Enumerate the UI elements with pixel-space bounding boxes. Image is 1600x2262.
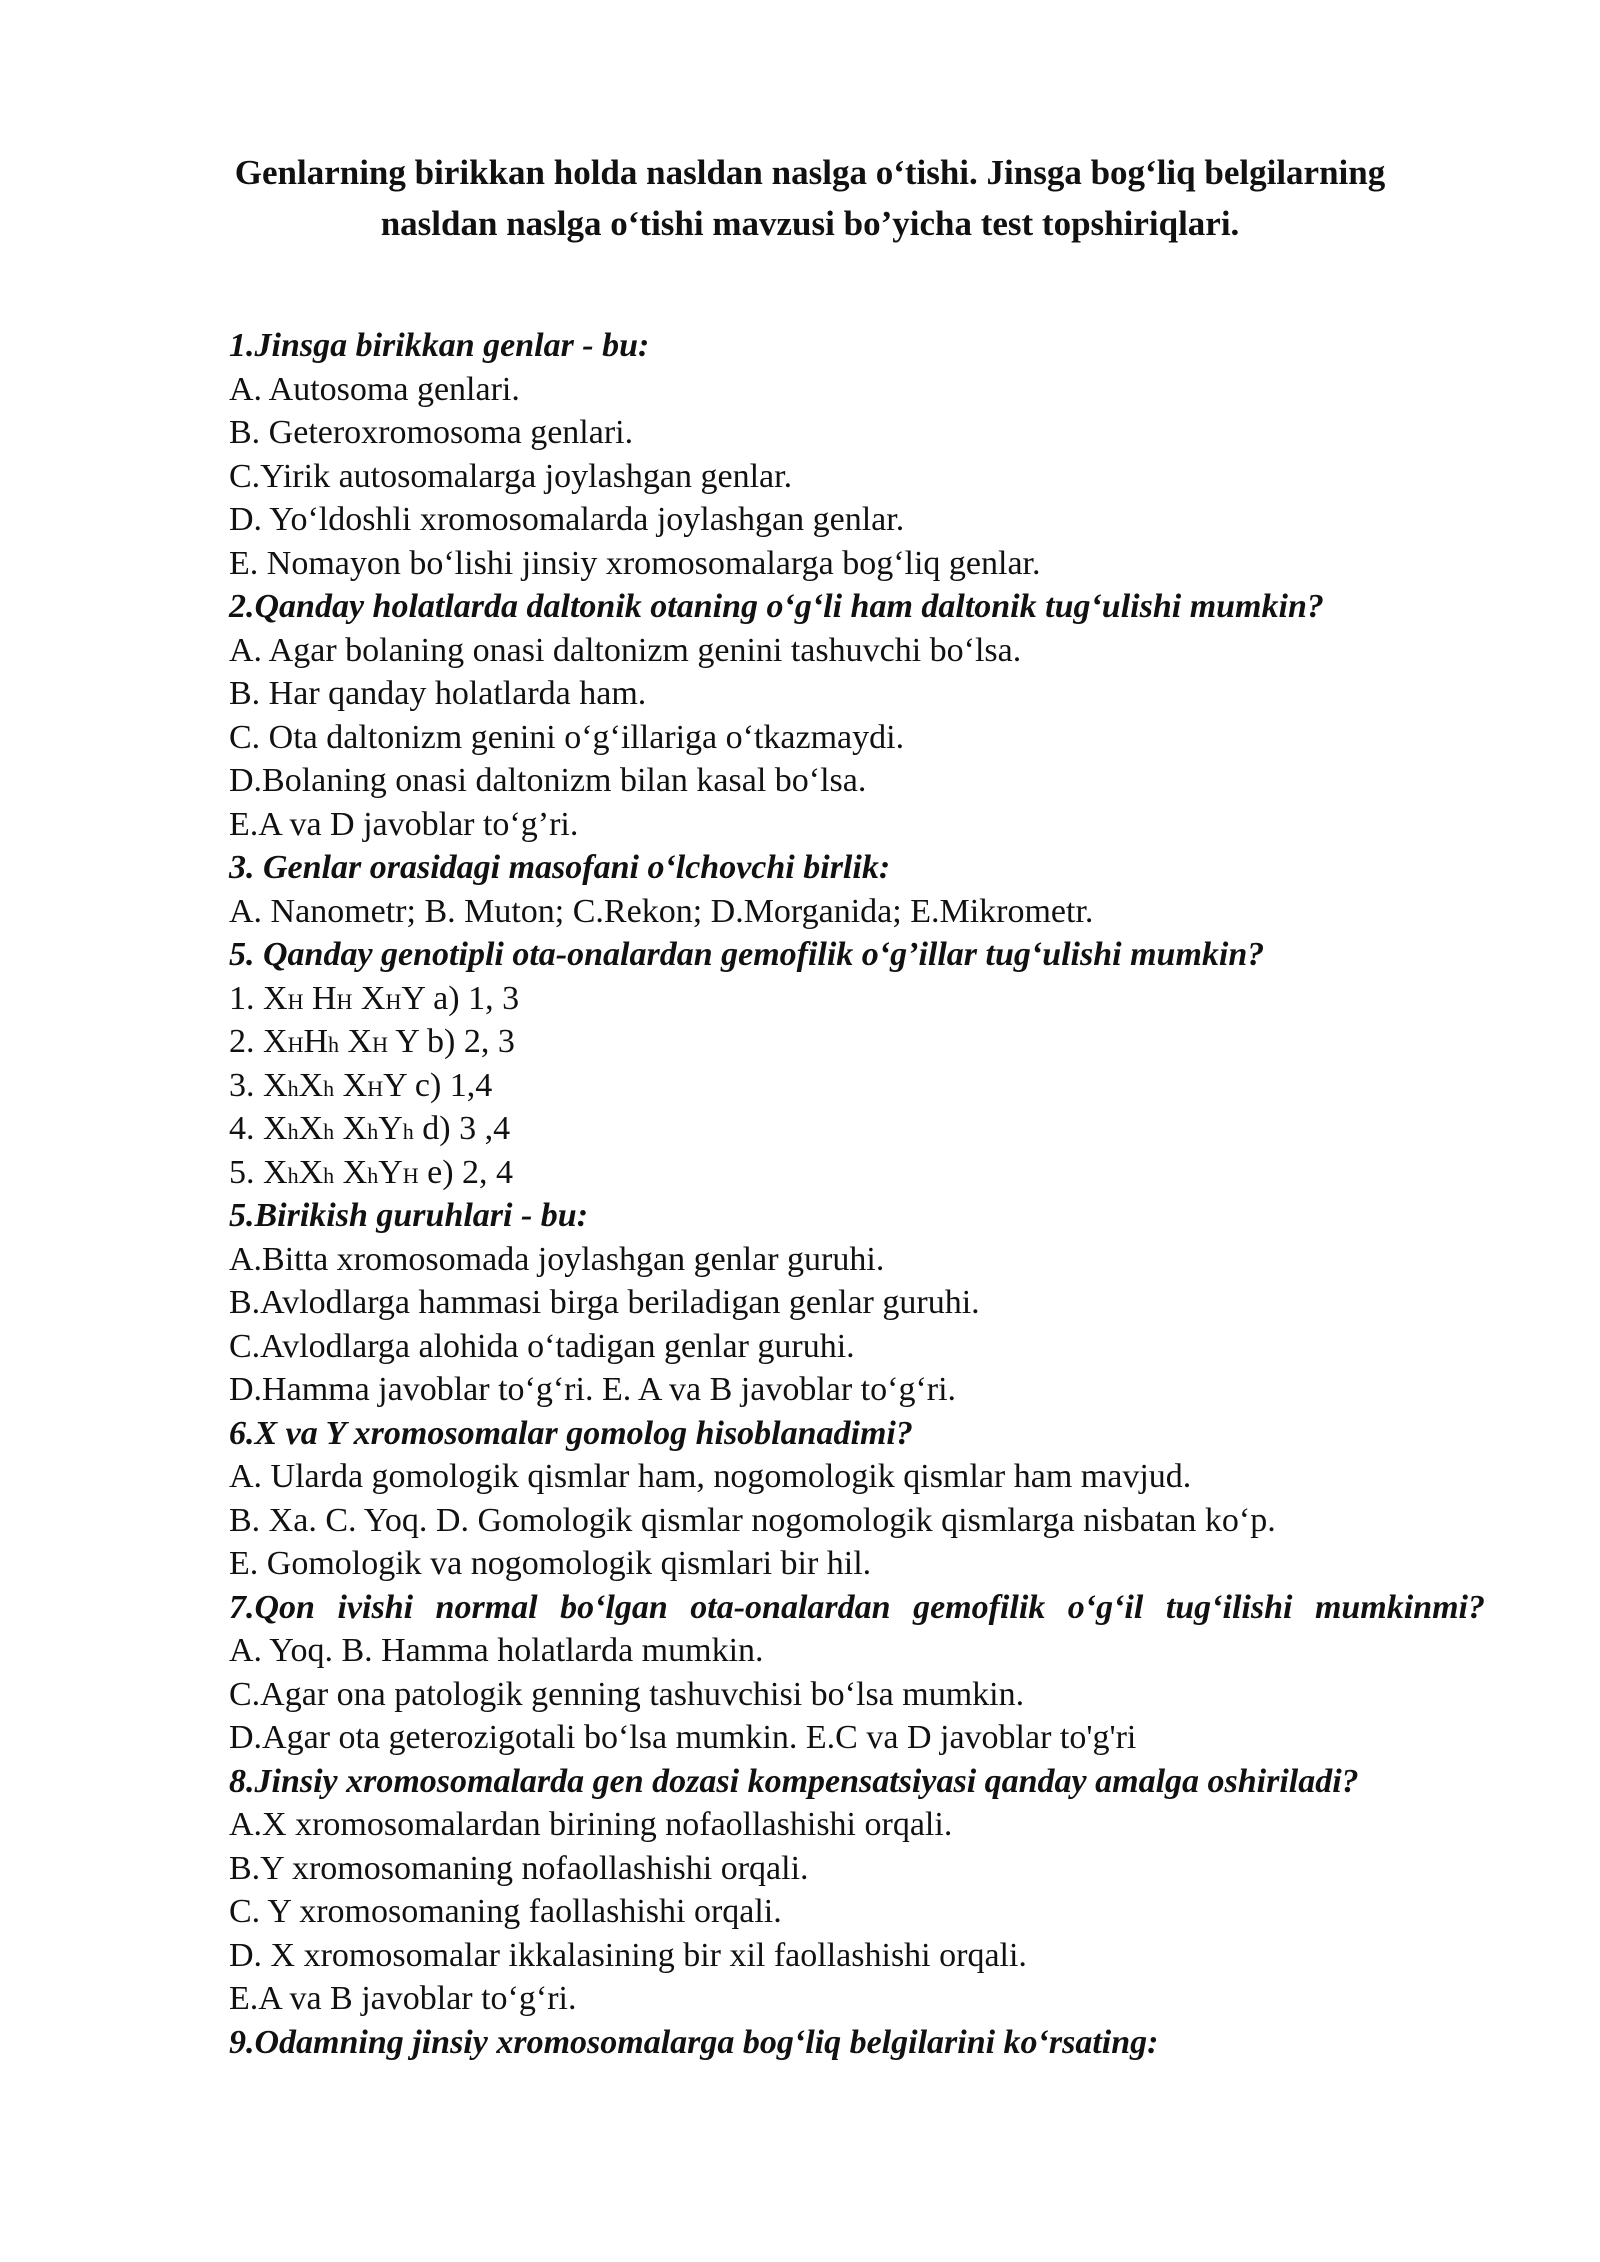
q6-option-a: A. Ularda gomologik qismlar ham, nogomologik qismlar ham mavjud.: [229, 1458, 1192, 1495]
q5-option-d: D.Hamma javoblar to‘g‘ri. E. A va B javoblar to‘g‘ri.: [229, 1371, 957, 1408]
genotype-row-5: 5. XhXh XhYH e) 2, 4: [229, 1153, 514, 1191]
q8-option-d: D. X xromosomalar ikkalasining bir xil faollashishi orqali.: [229, 1936, 1027, 1974]
q7-option-a: A. Yoq. B. Hamma holatlarda mumkin.: [229, 1632, 764, 1669]
q2-option-b: B. Har qanday holatlarda ham.: [229, 675, 647, 712]
q1-option-c: C.Yirik autosomalarga joylashgan genlar.: [229, 457, 793, 495]
q2-option-d: D.Bolaning onasi daltonizm bilan kasal bo‘lsa.: [229, 762, 867, 799]
q3-options: A. Nanometr; B. Muton; C.Rekon; D.Morganida; E.Mikrometr.: [229, 892, 1094, 930]
question-3: 3. Genlar orasidagi masofani o‘lchovchi birlik:: [229, 849, 891, 886]
question-4: 5. Qanday genotipli ota-onalardan gemofilik o‘g’illar tug‘ulishi mumkin?: [229, 936, 1265, 973]
question-6: 6.X va Y xromosomalar gomolog hisoblanadimi?: [229, 1414, 913, 1452]
q6-option-e: E. Gomologik va nogomologik qismlari bir hil.: [229, 1545, 872, 1582]
q2-option-a: A. Agar bolaning onasi daltonizm genini tashuvchi bo‘lsa.: [229, 631, 1022, 669]
q8-option-a: A.X xromosomalardan birining nofaollashishi orqali.: [229, 1806, 953, 1843]
q8-option-b: B.Y xromosomaning nofaollashishi orqali.: [229, 1849, 809, 1887]
test-questions: [229, 324, 1485, 2064]
title-line-1: Genlarning birikkan holda nasldan naslga o‘tishi. Jinsga bog‘liq belgilarning: [234, 153, 1386, 192]
question-5: 5.Birikish guruhlari - bu:: [229, 1197, 589, 1234]
q5-option-b: B.Avlodlarga hammasi birga beriladigan genlar guruhi.: [229, 1284, 980, 1321]
question-2: 2.Qanday holatlarda daltonik otaning o‘g‘li ham daltonik tug‘ulishi mumkin?: [229, 588, 1324, 625]
q2-option-c: C. Ota daltonizm genini o‘g‘illariga o‘tkazmaydi.: [229, 718, 905, 756]
title-line-2: nasldan naslga o‘tishi mavzusi bo’yicha test topshiriqlari.: [380, 204, 1240, 243]
q2-option-e: E.A va D javoblar to‘g’ri.: [229, 805, 579, 843]
q5-option-a: A.Bitta xromosomada joylashgan genlar guruhi.: [229, 1240, 885, 1278]
document-title: [150, 147, 1470, 249]
q1-option-d: D. Yo‘ldoshli xromosomalarda joylashgan genlar.: [229, 501, 905, 538]
question-8: 8.Jinsiy xromosomalarda gen dozasi kompensatsiyasi qanday amalga oshiriladi?: [229, 1762, 1359, 1800]
q8-option-e: E.A va B javoblar to‘g‘ri.: [229, 1980, 577, 2017]
q1-option-b: B. Geteroxromosoma genlari.: [229, 414, 634, 451]
genotype-row-1: 1. XH HH XHY a) 1, 3: [229, 979, 520, 1017]
question-7: 7.Qon ivishi normal bo‘lgan ota-onalardan gemofilik o‘g‘il tug‘ilishi mumkinmi?: [229, 1588, 1485, 1626]
question-1: 1.Jinsga birikkan genlar - bu:: [229, 327, 650, 364]
q1-option-e: E. Nomayon bo‘lishi jinsiy xromosomalarga bog‘liq genlar.: [229, 544, 1041, 582]
question-9: 9.Odamning jinsiy xromosomalarga bog‘liq belgilarini ko‘rsating:: [229, 2023, 1159, 2061]
q5-option-c: C.Avlodlarga alohida o‘tadigan genlar guruhi.: [229, 1327, 855, 1365]
q7-option-c: C.Agar ona patologik genning tashuvchisi bo‘lsa mumkin.: [229, 1675, 1025, 1713]
genotype-row-3: 3. XhXh XHY c) 1,4: [229, 1066, 493, 1104]
genotype-row-4: 4. XhXh XhYh d) 3 ,4: [229, 1110, 511, 1147]
q8-option-c: C. Y xromosomaning faollashishi orqali.: [229, 1893, 782, 1930]
q7-option-d: D.Agar ota geterozigotali bo‘lsa mumkin. E.C va D javoblar to'g'ri: [229, 1719, 1137, 1756]
genotype-row-2: 2. XHHh XH Y b) 2, 3: [229, 1023, 515, 1060]
q1-option-a: A. Autosoma genlari.: [229, 370, 520, 408]
q6-option-b: B. Xa. C. Yoq. D. Gomologik qismlar nogomologik qismlarga nisbatan ko‘p.: [229, 1501, 1276, 1539]
